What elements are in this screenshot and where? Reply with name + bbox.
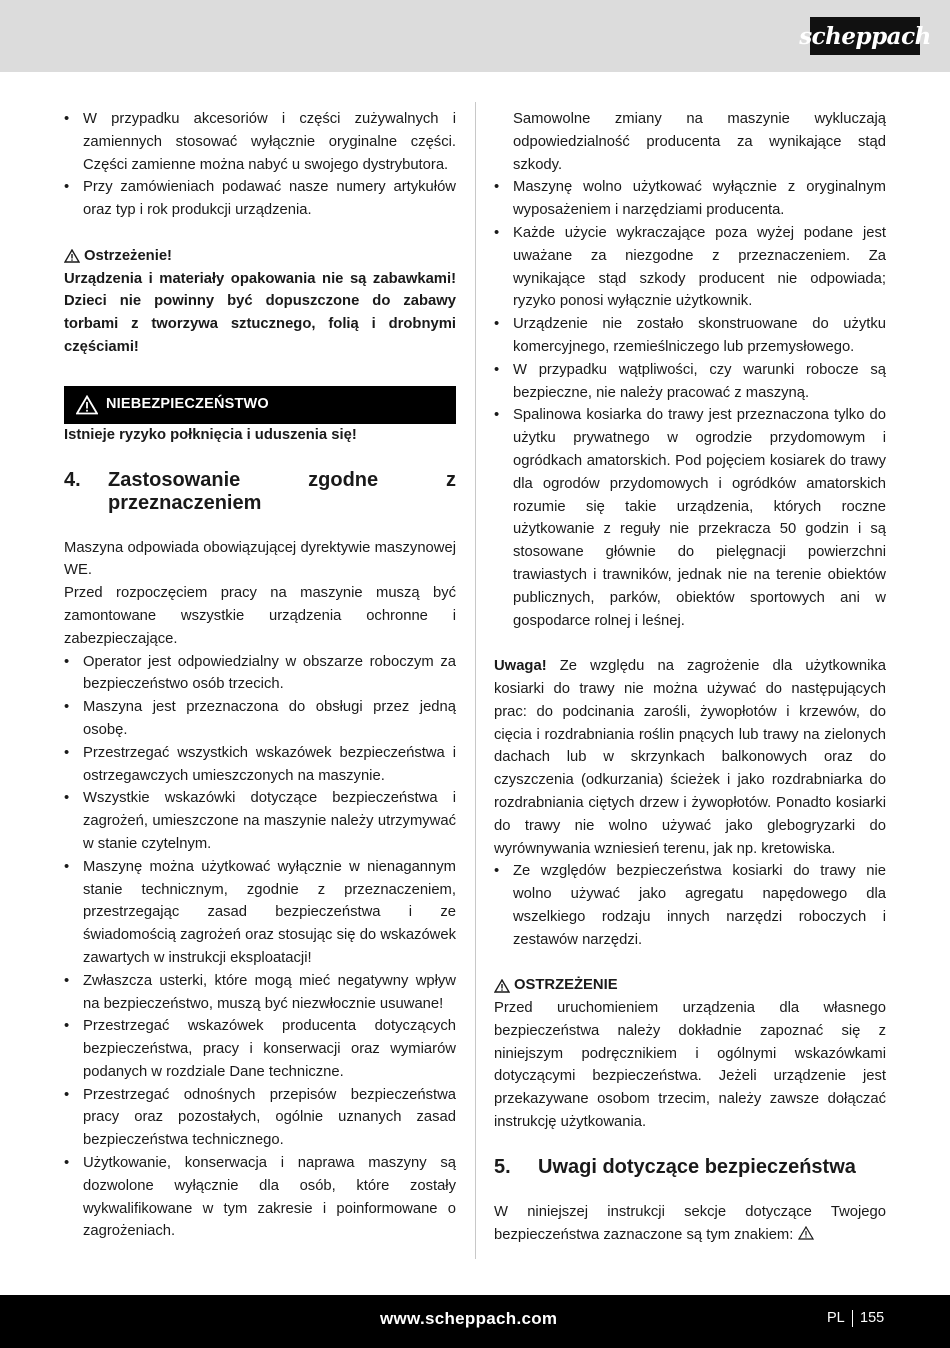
list-item: • Spalinowa kosiarka do trawy jest przeznaczona tylko do użytku prywatnego w ogrodzie przydomowym i ogródkach amatorskich. Pod pojęciem kosiarek do trawy dla ogrodów przydomowych i ogródków amatorskich rozumie się takie urządzenia, których roczne użytkowanie z reguły nie przekracza 50 godzin i są stosowane głównie do pielęgnacji powierzchni trawiastych i trawników, jednak nie na terenie obiektów publicznych, parków, obiektów sportowych ani w gospodarce rolnej i leśnej. xyxy=(494,404,886,632)
left-column xyxy=(64,108,456,1243)
footer-separator xyxy=(852,1310,853,1327)
list-item: • Operator jest odpowiedzialny w obszarze roboczym za bezpieczeństwo osób trzecich. xyxy=(64,651,456,697)
paragraph: Przed rozpoczęciem pracy na maszynie muszą być zamontowane wszystkie urządzenia ochronne i zabezpieczające. xyxy=(64,585,456,647)
warning-triangle-icon xyxy=(798,1226,814,1240)
list-item: • Przestrzegać wskazówek producenta dotyczących bezpieczeństwa, pracy i konserwacji oraz wymiarów podanych w rozdziale Dane techniczne. xyxy=(64,1015,456,1083)
section-title: Zastosowanie zgodne z przeznaczeniem xyxy=(108,468,456,514)
warning-text: Urządzenia i materiały opakowania nie są zabawkami! Dzieci nie powinny być dopuszczone do zabawy torbami z tworzywa sztucznego, folią i drobnymi częściami! xyxy=(64,270,456,355)
danger-triangle-icon xyxy=(76,395,98,415)
right-column xyxy=(494,108,886,1246)
list-item: • W przypadku wątpliwości, czy warunki robocze są bezpieczne, nie należy pracować z maszyną. xyxy=(494,359,886,405)
list-item: • Ze względów bezpieczeństwa kosiarki do trawy nie wolno używać jako agregatu napędowego dla wszelkiego rodzaju innych narzędzi roboczych i zestawów narzędzi. xyxy=(494,860,886,951)
section-number: 4. xyxy=(64,468,81,491)
caution-paragraph xyxy=(494,655,886,860)
paragraph: Maszyna odpowiada obowiązującej dyrektywie maszynowej WE. xyxy=(64,539,456,579)
paragraph: Samowolne zmiany na maszynie wykluczają odpowiedzialność producenta za wynikające stąd szkody. xyxy=(513,111,886,173)
section-title: Uwagi dotyczące bezpieczeństwa xyxy=(538,1155,856,1178)
page-number: 155 xyxy=(860,1310,885,1326)
warning-heading xyxy=(494,974,886,997)
list-item: • Użytkowanie, konserwacja i naprawa maszyny są dozwolone wyłącznie dla osób, które zostały wykwalifikowane w tym zakresie i poinformowane o zagrożeniach. xyxy=(64,1152,456,1243)
caution-text: Ze względu na zagrożenie dla użytkownika kosiarki do trawy nie można używać do następujących prac: do podcinania zarośli, żywopłotów i krzewów, do cięcia i rozdrabniania roślin pnących lub trawy na zielonych dachach lub w skrzynkach balkonowych oraz do czyszczenia (odkurzania) ścieżek i jako rozdrabniarka do rozdrabniania ciętych drzew i żywopłotów. Ponadto kosiarki do trawy nie wolno używać jako glebogryzarki do wyrównywania wzniesień terenu, jak np. kretowiska. xyxy=(494,658,886,857)
paragraph: Przed uruchomieniem urządzenia dla własnego bezpieczeństwa należy dokładnie zapoznać się z niniejszym podręcznikiem i ogólnymi wskazówkami dotyczącymi bezpieczeństwa. Jeżeli urządzenie jest przekazywane osobom trzecim, należy zawsze dołączać instrukcję użytkowania. xyxy=(494,1000,886,1131)
list-item: • Maszynę wolno użytkować wyłącznie z oryginalnym wyposażeniem i narzędziami producenta. xyxy=(494,176,886,222)
list-item: • Maszyna jest przeznaczona do obsługi przez jedną osobę. xyxy=(64,696,456,742)
list-item: • W przypadku akcesoriów i części zużywalnych i zamiennych stosować wyłącznie oryginalne części. Części zamienne można nabyć u swojego dystrybutora. xyxy=(64,108,456,176)
warning-triangle-icon xyxy=(494,979,510,993)
column-divider xyxy=(475,102,476,1259)
warning-heading xyxy=(64,245,456,268)
scheppach-logo: scheppach xyxy=(810,17,920,55)
page-footer xyxy=(0,1295,950,1348)
section-5-text: W niniejszej instrukcji sekcje dotyczące Twojego bezpieczeństwa zaznaczone są tym znakiem: xyxy=(494,1203,886,1243)
list-item: • Przy zamówieniach podawać nasze numery artykułów oraz typ i rok produkcji urządzenia. xyxy=(64,176,456,222)
warning-triangle-icon xyxy=(64,249,80,263)
section-5-heading xyxy=(494,1156,886,1179)
list-item: • Przestrzegać odnośnych przepisów bezpieczeństwa pracy oraz pozostałych, ogólnie uznanych zasad bezpieczeństwa technicznego. xyxy=(64,1084,456,1152)
danger-label: NIEBEZPIECZEŃSTWO xyxy=(106,396,269,413)
paragraph xyxy=(494,1201,886,1247)
page-header xyxy=(0,0,950,72)
danger-text: Istnieje ryzyko połknięcia i uduszenia się! xyxy=(64,426,357,443)
list-item: • Przestrzegać wszystkich wskazówek bezpieczeństwa i ostrzegawczych umieszczonych na maszynie. xyxy=(64,742,456,788)
warning-title: Ostrzeżenie! xyxy=(84,247,172,264)
footer-language: PL xyxy=(827,1310,845,1326)
caution-label: Uwaga! xyxy=(494,658,547,675)
list-item: • Każde użycie wykraczające poza wyżej podane jest uważane za niezgodne z przeznaczeniem. Za wynikające stąd szkody producent nie odpowiada; ryzyko ponosi wyłącznie użytkownik. xyxy=(494,222,886,313)
warning-title: OSTRZEŻENIE xyxy=(514,977,618,994)
list-item: • Zwłaszcza usterki, które mogą mieć negatywny wpływ na bezpieczeństwo, muszą być niezwłocznie usuwane! xyxy=(64,970,456,1016)
list-item: • Wszystkie wskazówki dotyczące bezpieczeństwa i zagrożeń, umieszczone na maszynie należy utrzymywać w stanie czytelnym. xyxy=(64,787,456,855)
list-item: • Maszynę można użytkować wyłącznie w nienagannym stanie technicznym, zgodnie z przeznaczeniem, przestrzegając zasad bezpieczeństwa i ze świadomością zagrożeń oraz stosując się do wskazówek zawartych w instrukcji eksploatacji! xyxy=(64,856,456,970)
section-number: 5. xyxy=(494,1155,511,1178)
footer-website-link[interactable]: www.scheppach.com xyxy=(380,1309,558,1328)
danger-banner xyxy=(64,386,456,424)
list-item: • Urządzenie nie zostało skonstruowane do użytku komercyjnego, rzemieślniczego lub przemysłowego. xyxy=(494,313,886,359)
section-4-heading xyxy=(64,469,456,515)
